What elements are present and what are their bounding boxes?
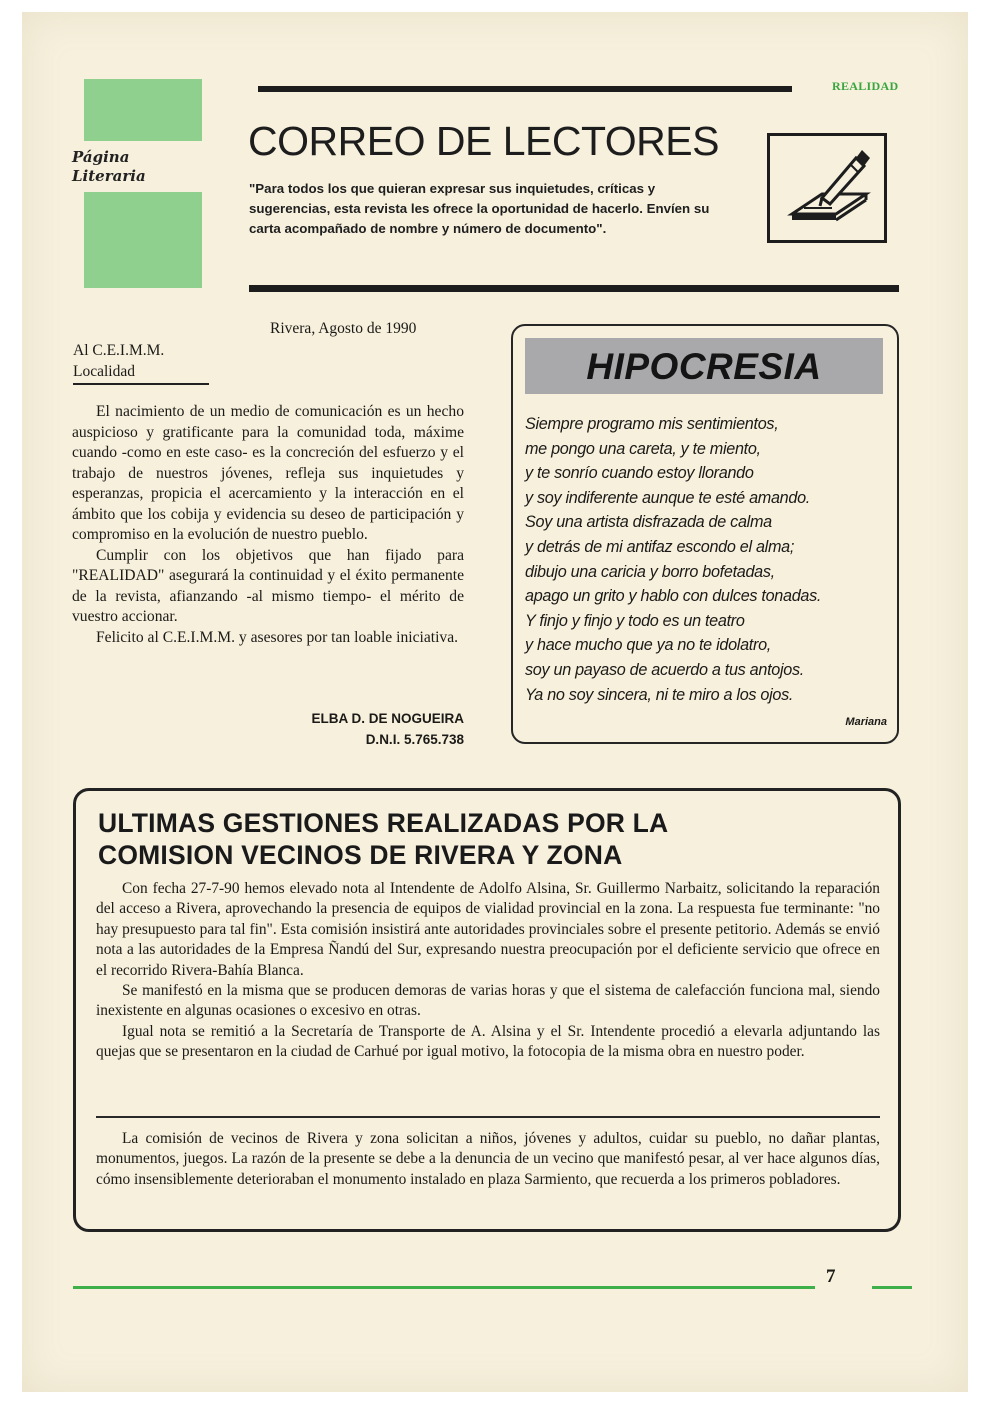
news-closing <box>96 1129 880 1190</box>
poem-line: soy un payaso de acuerdo a tus antojos. <box>525 660 804 679</box>
section-label-line1: Página <box>72 148 130 166</box>
news-body <box>96 879 880 1063</box>
magazine-tag: REALIDAD <box>832 79 899 93</box>
page-title: CORREO DE LECTORES <box>248 118 719 164</box>
poem-title: HIPOCRESIA <box>586 346 822 387</box>
section-label <box>72 148 182 186</box>
poem-line: y te sonrío cuando estoy llorando <box>525 464 754 483</box>
poem-title-bar <box>525 338 883 394</box>
news-paragraph: Igual nota se remitió a la Secretaría de Transporte de A. Alsina y el Sr. Intendente procedió a elevarla adjuntando las quejas que se presentaron en la ciudad de Carhué por igual motivo, la fotocopia de la misma obra en nuestro poder. <box>96 1022 880 1061</box>
news-title <box>98 807 668 871</box>
letter-date: Rivera, Agosto de 1990 <box>270 320 417 337</box>
poem-line: y soy indiferente aunque te esté amando. <box>525 488 810 507</box>
letter-paragraph: Cumplir con los objetivos que han fijado para "REALIDAD" asegurará la continuidad y el éxito permanente de la revista, afianzando -al mismo tiempo- el mérito de vuestro accionar. <box>72 546 464 625</box>
footer-rule-right <box>872 1286 912 1289</box>
addressee-line2: Localidad <box>73 363 135 380</box>
poem-box <box>511 324 899 744</box>
addressee-underline <box>73 383 209 385</box>
green-accent-block-top <box>84 79 202 141</box>
poem-line: Soy una artista disfrazada de calma <box>525 513 772 532</box>
poem-line: Siempre programo mis sentimientos, <box>525 415 779 433</box>
letter-paragraph: El nacimiento de un medio de comunicación es un hecho auspicioso y gratificante para la comunidad toda, máxime cuando -como en este caso- es la concreción del esfuerzo y el trabajo de nuestros jóvenes, refleja sus inquietudes y esperanzas, propicia el acercamiento y la interacción en el ámbito que los cobija y evidencia su deseo de participación y compromiso en la evolución de nuestro pueblo. <box>72 403 464 543</box>
signature-id: D.N.I. 5.765.738 <box>365 732 464 747</box>
poem-line: Y finjo y finjo y todo es un teatro <box>525 611 745 630</box>
signature-name: ELBA D. DE NOGUEIRA <box>311 711 464 726</box>
news-closing-paragraph: La comisión de vecinos de Rivera y zona solicitan a niños, jóvenes y adultos, cuidar su pueblo, no dañar plantas, monumentos, juegos. La razón de la presente se debe a la denuncia de un vecino que manifestó pesar, al ver hace algunos días, cómo insensiblemente deterioraban el monumento instalado en plaza Sarmiento, que recuerda a los primeros pobladores. <box>96 1130 880 1188</box>
poem-line: apago un grito y hablo con dulces tonadas. <box>525 587 822 606</box>
news-divider <box>96 1116 880 1118</box>
poem-line: Ya no soy sincera, ni te miro a los ojos. <box>525 685 794 704</box>
poem-lines <box>525 412 895 707</box>
letter-paragraph: Felicito al C.E.I.M.M. y asesores por tan loable iniciativa. <box>96 628 459 646</box>
news-box <box>73 788 901 1232</box>
poem-line: y hace mucho que ya no te idolatro, <box>525 636 771 655</box>
page-subtitle: "Para todos los que quieran expresar sus inquietudes, críticas y sugerencias, esta revista les ofrece la oportunidad de hacerlo. Envíen su carta acompañado de nombre y número de documento". <box>249 181 710 236</box>
letter-body <box>72 402 464 648</box>
poem-author: Mariana <box>845 716 887 728</box>
header-top-rule <box>258 86 792 92</box>
news-title-line2: COMISION VECINOS DE RIVERA Y ZONA <box>98 840 623 870</box>
poem-line: dibujo una caricia y borro bofetadas, <box>525 562 775 581</box>
letter-signature <box>72 708 464 752</box>
section-label-line2: Literaria <box>72 167 146 185</box>
footer-rule-left <box>73 1286 815 1289</box>
writing-hand-icon <box>767 133 887 243</box>
addressee-line1: Al C.E.I.M.M. <box>73 342 165 359</box>
news-paragraph: Se manifestó en la misma que se producen demoras de varias horas y que el sistema de calefacción funciona mal, siendo inexistente en algunas ocasiones o excesivo en otras. <box>96 982 880 1020</box>
page-number: 7 <box>826 1266 836 1287</box>
news-title-line1: ULTIMAS GESTIONES REALIZADAS POR LA <box>98 808 669 838</box>
news-paragraph: Con fecha 27-7-90 hemos elevado nota al Intendente de Adolfo Alsina, Sr. Guillermo Narbaitz, solicitando la reparación del acceso a Rivera, aprovechando la presencia de equipos de vialidad provincial en la zona. La respuesta fue terminante: "no hay presupuesto para tal fin". Esta comisión insistirá ante autoridades provinciales sobre el presente petitorio. Además se envió nota a las autoridades de la Empresa Ñandú del Sur, expresando nuestra preocupación por el deficiente servicio que ofrece en el recorrido Rivera-Bahía Blanca. <box>96 880 880 979</box>
header-bottom-rule <box>249 285 899 292</box>
poem-line: y detrás de mi antifaz escondo el alma; <box>525 537 795 556</box>
poem-line: me pongo una careta, y te miento, <box>525 439 761 458</box>
letter-addressee <box>73 340 164 382</box>
green-accent-block-bottom <box>84 192 202 288</box>
